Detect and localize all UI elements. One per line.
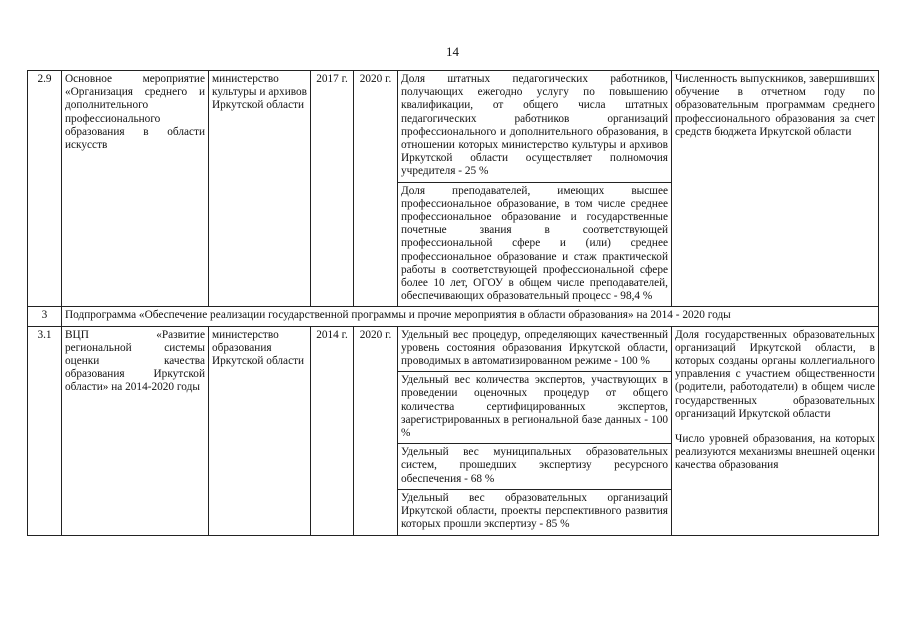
result-cell (672, 326, 879, 535)
page-number: 14 (446, 44, 459, 59)
result-text: Число уровней образования, на которых реализуются механизмы внешней оценки качества образования (675, 433, 875, 472)
activity-name: ВЦП «Развитие региональной системы оценки качества образования Иркутской области» на 2014-2020 годы (62, 326, 209, 535)
start-year: 2014 г. (311, 326, 354, 535)
activity-name: Основное мероприятие «Организация среднего и дополнительного профессионального образования в области искусств (62, 71, 209, 307)
result-text: Доля государственных образовательных организаций Иркутской области, в которых созданы органы коллегиального управления с участием общественности (родители, работодатели) в общем числе государственных образовательных организаций Иркутской области (675, 328, 875, 420)
row-number: 2.9 (28, 71, 62, 307)
indicator-cell: Доля преподавателей, имеющих высшее профессиональное образование, в том числе среднее профессиональное образование и государственные почетные звания в соответствующей профессиональной сфере и (или) среднее профессиональное образование и стаж практической работы в соответствующей профессиональной сфере более 10 лет, ОГОУ в общем числе преподавателей, обеспечивающих образовательный процесс - 98,4 % (398, 182, 672, 307)
result-cell: Численность выпускников, завершивших обучение в отчетном году по образовательным программам среднего профессионального образования за счет средств бюджета Иркутской области (672, 71, 879, 307)
indicator-cell: Удельный вес муниципальных образовательных систем, прошедших экспертизу ресурсного обеспечения - 68 % (398, 444, 672, 490)
program-table (27, 70, 879, 536)
start-year: 2017 г. (311, 71, 354, 307)
indicator-cell: Доля штатных педагогических работников, получающих ежегодно услугу по повышению квалификации, от общего числа штатных педагогических работников организаций профессионального и дополнительного образования, в отношении которых министерство культуры и архивов Иркутской области осуществляет полномочия учредителя - 25 % (398, 71, 672, 183)
table-row-3 (28, 307, 879, 326)
row-number: 3 (28, 307, 62, 326)
subprogram-title: Подпрограмма «Обеспечение реализации государственной программы и прочие мероприятия в области образования» на 2014 - 2020 годы (62, 307, 879, 326)
end-year: 2020 г. (354, 71, 398, 307)
end-year: 2020 г. (354, 326, 398, 535)
executor: министерство культуры и архивов Иркутской области (209, 71, 311, 307)
table-row-3-1 (28, 326, 879, 372)
indicator-cell: Удельный вес процедур, определяющих качественный уровень состояния образования Иркутской области, проводимых в автоматизированном режиме - 100 % (398, 326, 672, 372)
table-row-2-9 (28, 71, 879, 183)
row-number: 3.1 (28, 326, 62, 535)
executor: министерство образования Иркутской области (209, 326, 311, 535)
indicator-cell: Удельный вес образовательных организаций Иркутской области, проекты перспективного развития которых прошли экспертизу - 85 % (398, 489, 672, 535)
indicator-cell: Удельный вес количества экспертов, участвующих в проведении оценочных процедур от общего количества сертифицированных экспертов, зарегистрированных в региональной базе данных - 100 % (398, 372, 672, 444)
